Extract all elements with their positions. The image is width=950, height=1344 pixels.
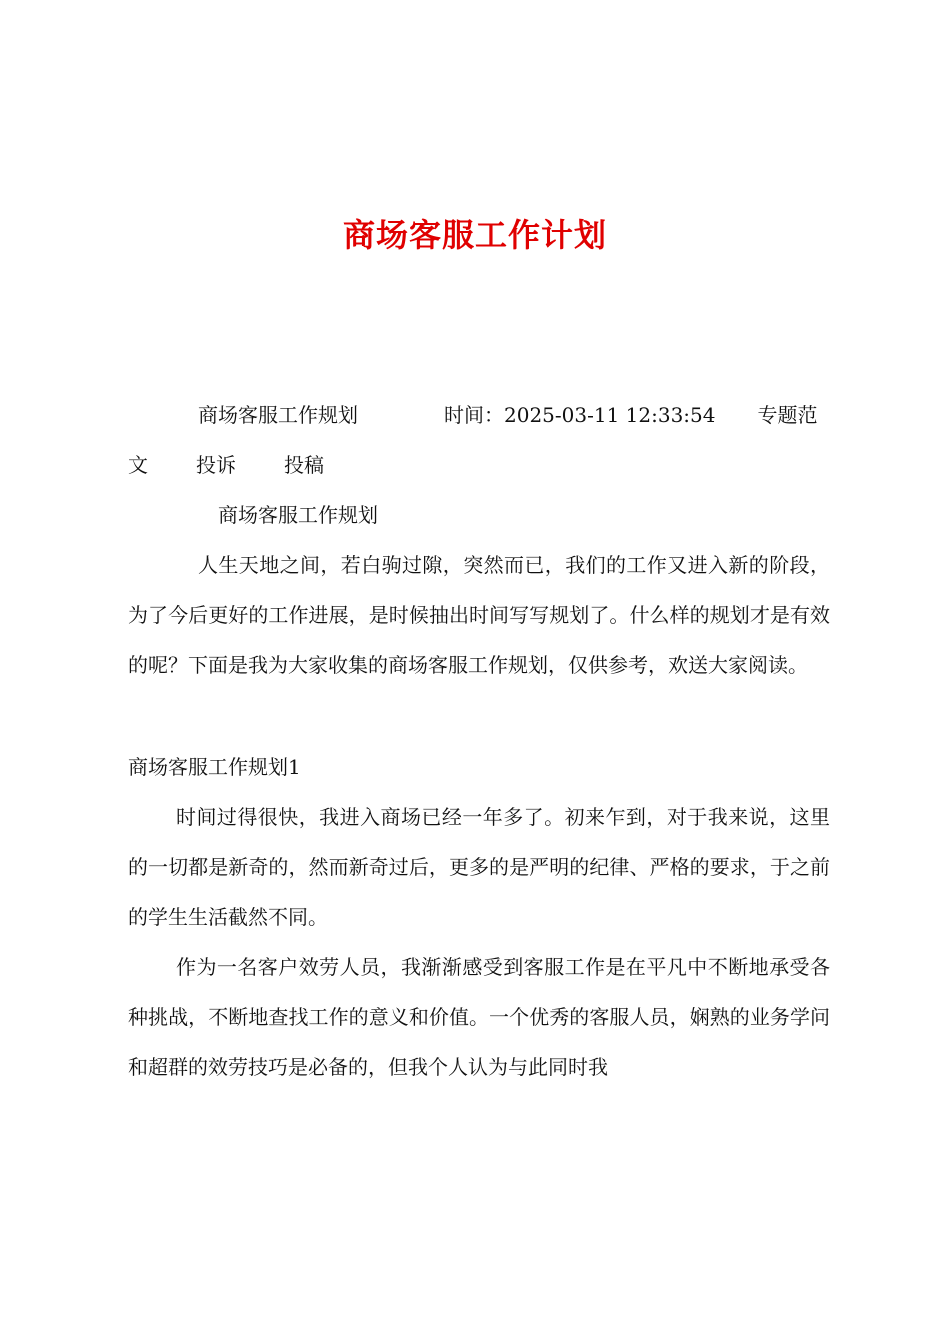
- report-link[interactable]: 投诉: [196, 453, 236, 477]
- meta-topic-link[interactable]: 专题: [757, 403, 798, 427]
- body-paragraph: 时间过得很快，我进入商场已经一年多了。初来乍到，对于我来说，这里的一切都是新奇的，然而新奇过后，更多的是严明的纪律、严格的要求，于之前的学生生活截然不同。: [128, 805, 830, 929]
- document-title: 商场客服工作计划: [342, 216, 607, 254]
- article-meta: [128, 390, 830, 490]
- submit-link[interactable]: 投稿: [284, 453, 324, 477]
- meta-heading: 商场客服工作规划: [198, 403, 358, 427]
- body-paragraph: 作为一名客户效劳人员，我渐渐感受到客服工作是在平凡中不断地承受各种挑战，不断地查找工作的意义和价值。一个优秀的客服人员，娴熟的业务学问和超群的效劳技巧是必备的，但我个人认为与此同时我: [128, 955, 830, 1079]
- section-heading: 商场客服工作规划1: [128, 755, 301, 779]
- intro-paragraph: 人生天地之间，若白驹过隙，突然而已，我们的工作又进入新的阶段，为了今后更好的工作进展，是时候抽出时间写写规划了。什么样的规划才是有效的呢？下面是我为大家收集的商场客服工作规划，仅供参考，欢送大家阅读。: [128, 553, 830, 677]
- document-subtitle: 商场客服工作规划: [218, 503, 378, 527]
- meta-category-link[interactable]: 范文: [128, 403, 818, 477]
- document-body: [128, 390, 830, 1092]
- section-spacer: [128, 690, 830, 742]
- meta-time: 时间：2025-03-11 12:33:54: [444, 403, 716, 427]
